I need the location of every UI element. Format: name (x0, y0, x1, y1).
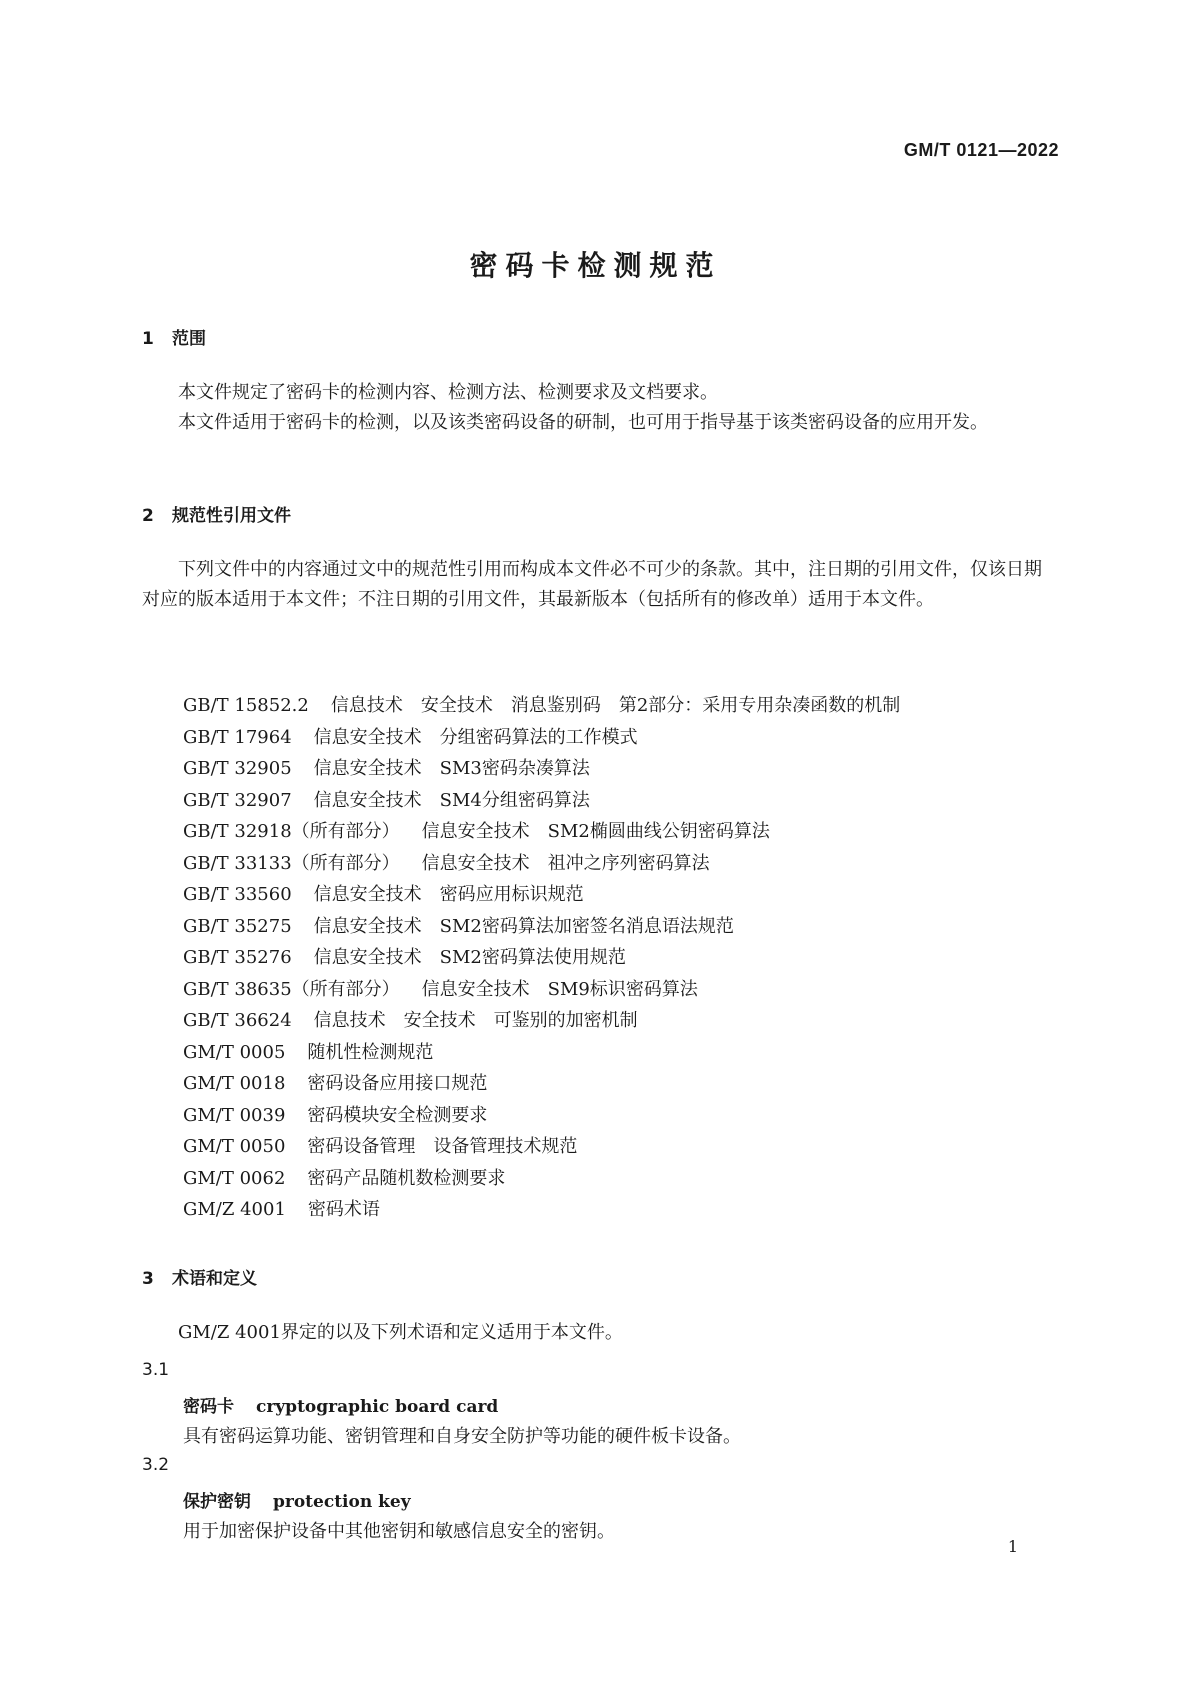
reference-title: 信息安全技术 SM2密码算法使用规范 (313, 947, 626, 968)
reference-item (183, 942, 1043, 974)
reference-title: 密码术语 (307, 1199, 380, 1220)
term-number: 3.1 (142, 1360, 170, 1380)
reference-title: 随机性检测规范 (307, 1041, 434, 1063)
section-number: 2 (142, 506, 154, 526)
reference-title: 密码产品随机数检测要求 (307, 1167, 506, 1189)
reference-item (183, 785, 1043, 817)
section-title: 范围 (172, 329, 206, 349)
term-number: 3.2 (142, 1455, 170, 1475)
reference-code: GB/T 35276 (183, 947, 292, 968)
scope-paragraph-1: 本文件规定了密码卡的检测内容、检测方法、检测要求及文档要求。 (178, 382, 718, 403)
scope-paragraph-2: 本文件适用于密码卡的检测，以及该类密码设备的研制，也可用于指导基于该类密码设备的应用开发。 (178, 412, 988, 433)
term-chinese: 密码卡 (183, 1397, 234, 1417)
reference-item (183, 816, 1043, 848)
section-heading-terms (142, 1264, 257, 1289)
term-heading (183, 1487, 411, 1512)
reference-item (183, 1163, 1043, 1195)
reference-code: GB/T 32907 (183, 789, 292, 811)
reference-item (183, 690, 1043, 722)
section-number: 1 (142, 329, 154, 349)
reference-code: GB/T 15852.2 (183, 695, 309, 716)
page-number: 1 (1007, 1537, 1018, 1556)
reference-title: 信息安全技术 SM4分组密码算法 (313, 789, 590, 811)
reference-title: 信息技术 安全技术 可鉴别的加密机制 (313, 1010, 638, 1031)
reference-item (183, 722, 1043, 754)
reference-title: 信息安全技术 分组密码算法的工作模式 (313, 726, 638, 748)
reference-item (183, 974, 1043, 1006)
reference-title: 信息安全技术 SM2椭圆曲线公钥密码算法 (421, 821, 770, 842)
reference-title: 信息安全技术 密码应用标识规范 (313, 884, 584, 905)
reference-code: GM/T 0018 (183, 1073, 286, 1094)
reference-code: GB/T 35275 (183, 915, 292, 937)
reference-code: GB/T 36624 (183, 1010, 292, 1031)
term-english: cryptographic board card (256, 1397, 499, 1417)
reference-title: 信息安全技术 祖冲之序列密码算法 (421, 852, 710, 874)
reference-code: GB/T 33560 (183, 884, 292, 905)
reference-code: GB/T 17964 (183, 726, 292, 748)
section-heading-scope (142, 324, 206, 349)
reference-title: 密码设备管理 设备管理技术规范 (307, 1136, 578, 1157)
reference-title: 密码设备应用接口规范 (307, 1073, 488, 1094)
reference-item (183, 1194, 1043, 1226)
reference-item (183, 753, 1043, 785)
reference-item (183, 1037, 1043, 1069)
reference-code: GM/T 0062 (183, 1167, 286, 1189)
reference-title: 信息安全技术 SM2密码算法加密签名消息语法规范 (313, 915, 734, 937)
reference-code: GB/T 33133（所有部分） (183, 852, 400, 874)
reference-title: 信息安全技术 SM3密码杂凑算法 (313, 758, 590, 779)
reference-title: 信息安全技术 SM9标识密码算法 (421, 978, 698, 1000)
reference-item (183, 911, 1043, 943)
reference-code: GM/T 0050 (183, 1136, 286, 1157)
term-definition: 具有密码运算功能、密钥管理和自身安全防护等功能的硬件板卡设备。 (183, 1426, 741, 1447)
reference-code: GM/Z 4001 (183, 1199, 286, 1220)
term-chinese: 保护密钥 (183, 1492, 251, 1512)
reference-title: 信息技术 安全技术 消息鉴别码 第2部分：采用专用杂凑函数的机制 (330, 695, 901, 716)
standard-code: GM/T 0121—2022 (903, 140, 1059, 160)
document-title: 密码卡检测规范 (469, 249, 722, 282)
reference-code: GM/T 0039 (183, 1104, 286, 1126)
reference-item (183, 1131, 1043, 1163)
reference-title: 密码模块安全检测要求 (307, 1104, 488, 1126)
term-definition: 用于加密保护设备中其他密钥和敏感信息安全的密钥。 (183, 1521, 615, 1542)
section-title: 术语和定义 (172, 1269, 257, 1289)
reference-list (183, 690, 1043, 1226)
terms-intro: GM/Z 4001界定的以及下列术语和定义适用于本文件。 (178, 1322, 623, 1343)
reference-code: GB/T 32918（所有部分） (183, 821, 400, 842)
reference-code: GM/T 0005 (183, 1041, 286, 1063)
reference-item (183, 848, 1043, 880)
reference-item (183, 1005, 1043, 1037)
reference-item (183, 1068, 1043, 1100)
normative-intro: 下列文件中的内容通过文中的规范性引用而构成本文件必不可少的条款。其中，注日期的引用文件，仅该日期对应的版本适用于本文件；不注日期的引用文件，其最新版本（包括所有的修改单）适用于本文件。 (142, 559, 1042, 610)
term-english: protection key (273, 1492, 411, 1512)
section-title: 规范性引用文件 (172, 506, 291, 526)
reference-code: GB/T 38635（所有部分） (183, 978, 400, 1000)
reference-code: GB/T 32905 (183, 758, 292, 779)
reference-item (183, 879, 1043, 911)
reference-item (183, 1100, 1043, 1132)
term-heading (183, 1392, 498, 1417)
section-number: 3 (142, 1269, 154, 1289)
section-heading-normative (142, 501, 291, 526)
